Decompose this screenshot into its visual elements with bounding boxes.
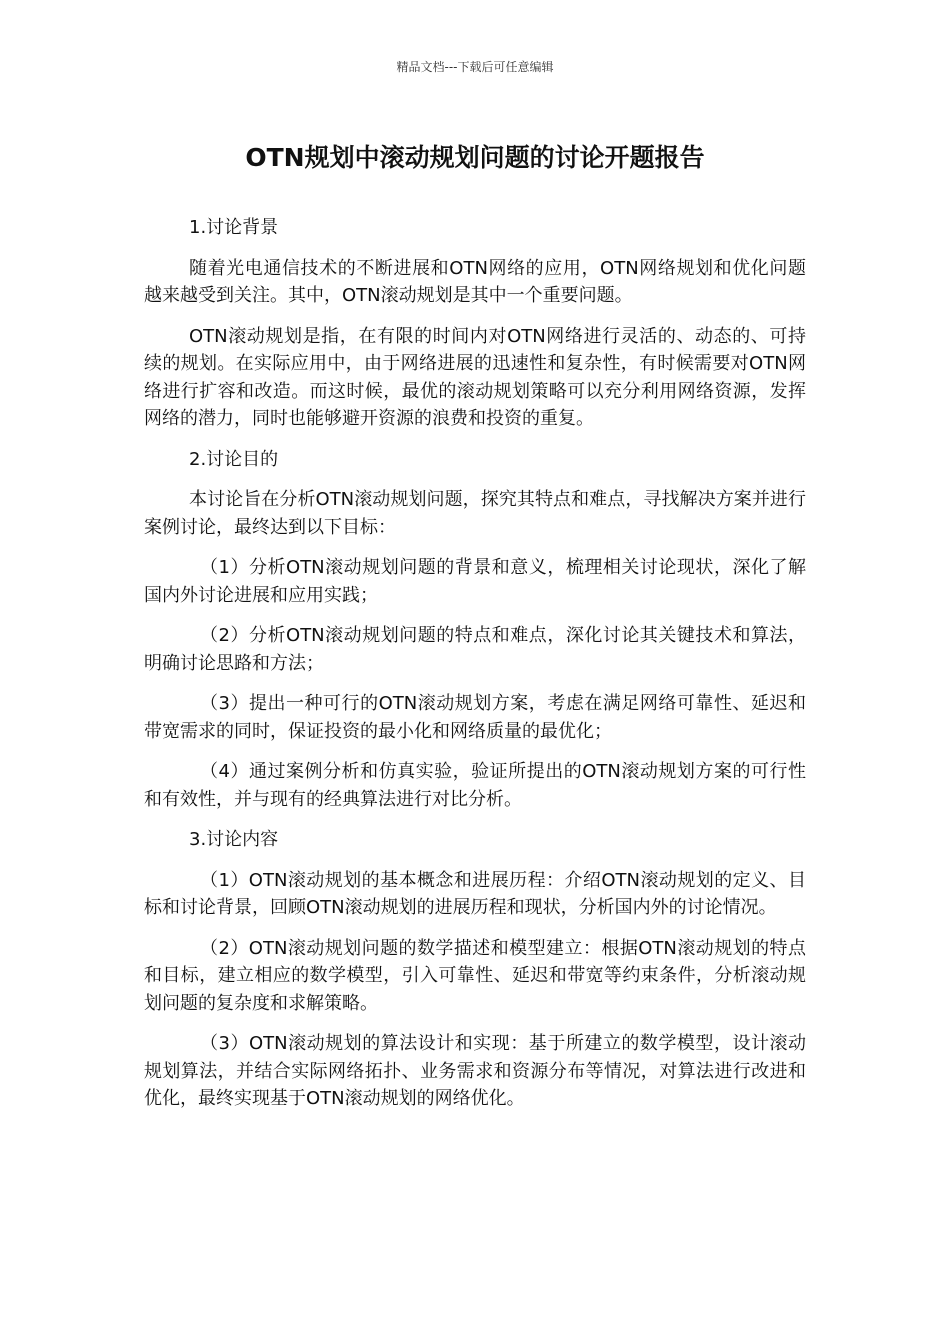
section-heading-background: 1.讨论背景 [189,217,279,238]
list-item: （1）分析OTN滚动规划问题的背景和意义，梳理相关讨论现状，深化了解国内外讨论进展和应用实践； [144,557,806,606]
document-body [144,214,806,1126]
list-item: （1）OTN滚动规划的基本概念和进展历程：介绍OTN滚动规划的定义、目标和讨论背景，回顾OTN滚动规划的进展历程和现状，分析国内外的讨论情况。 [144,869,806,918]
header-note: 精品文档---下载后可任意编辑 [396,60,554,74]
document-title: OTN规划中滚动规划问题的讨论开题报告 [245,143,705,172]
section-heading-content: 3.讨论内容 [189,829,279,850]
list-item: （4）通过案例分析和仿真实验，验证所提出的OTN滚动规划方案的可行性和有效性，并与现有的经典算法进行对比分析。 [144,761,806,810]
paragraph: 随着光电通信技术的不断进展和OTN网络的应用，OTN网络规划和优化问题越来越受到关注。其中，OTN滚动规划是其中一个重要问题。 [144,257,806,306]
list-item: （2）OTN滚动规划问题的数学描述和模型建立：根据OTN滚动规划的特点和目标，建立相应的数学模型，引入可靠性、延迟和带宽等约束条件，分析滚动规划问题的复杂度和求解策略。 [144,937,806,1014]
list-item: （2）分析OTN滚动规划问题的特点和难点，深化讨论其关键技术和算法，明确讨论思路和方法； [144,625,806,674]
paragraph: OTN滚动规划是指，在有限的时间内对OTN网络进行灵活的、动态的、可持续的规划。在实际应用中，由于网络进展的迅速性和复杂性，有时候需要对OTN网络进行扩容和改造。而这时候，最优的滚动规划策略可以充分利用网络资源，发挥网络的潜力，同时也能够避开资源的浪费和投资的重复。 [144,325,806,429]
list-item: （3）提出一种可行的OTN滚动规划方案，考虑在满足网络可靠性、延迟和带宽需求的同时，保证投资的最小化和网络质量的最优化； [144,693,806,742]
section-heading-purpose: 2.讨论目的 [189,448,279,470]
paragraph: 本讨论旨在分析OTN滚动规划问题，探究其特点和难点，寻找解决方案并进行案例讨论，最终达到以下目标： [144,489,806,538]
list-item: （3）OTN滚动规划的算法设计和实现：基于所建立的数学模型，设计滚动规划算法，并结合实际网络拓扑、业务需求和资源分布等情况，对算法进行改进和优化，最终实现基于OTN滚动规划的网络优化。 [144,1033,806,1109]
